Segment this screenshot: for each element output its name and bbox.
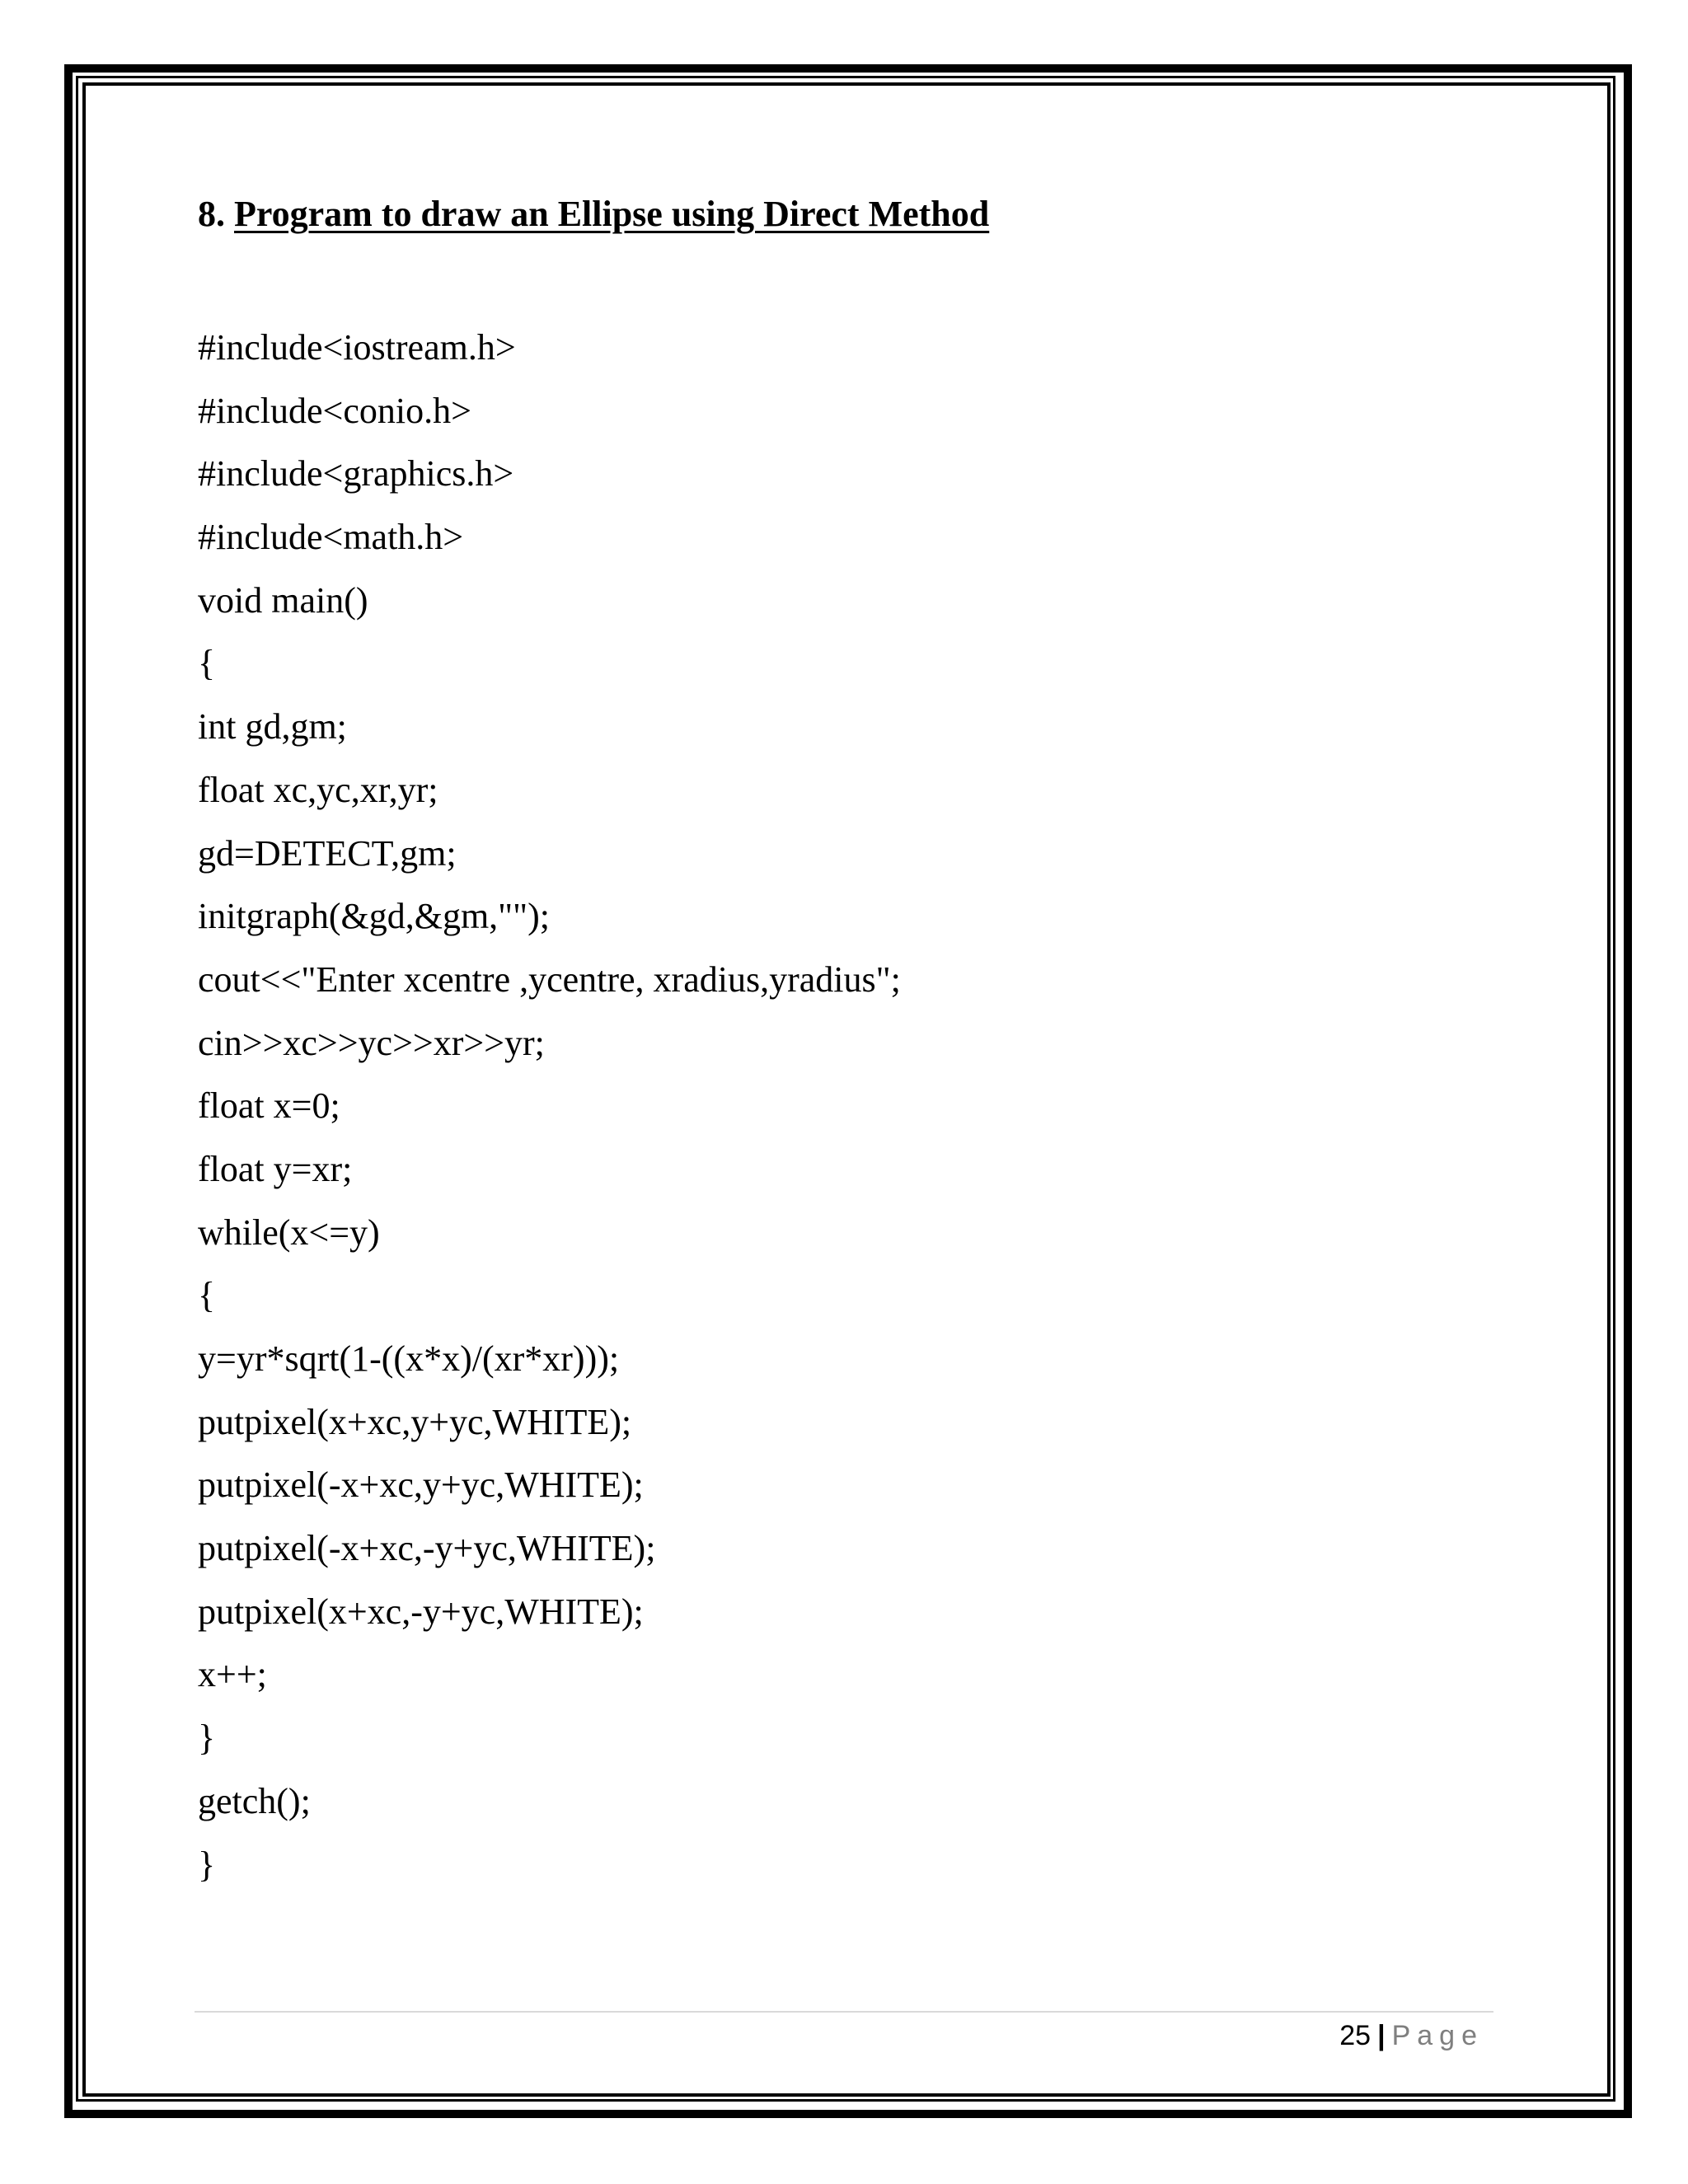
code-line: #include<iostream.h> xyxy=(198,327,516,368)
code-listing xyxy=(198,316,901,1896)
code-line: putpixel(x+xc,-y+yc,WHITE); xyxy=(198,1591,644,1632)
code-line: putpixel(x+xc,y+yc,WHITE); xyxy=(198,1401,632,1442)
code-line: cout<<"Enter xcentre ,ycentre, xradius,yradius"; xyxy=(198,958,901,1000)
code-line: void main() xyxy=(198,579,368,621)
code-line: while(x<=y) xyxy=(198,1212,380,1253)
code-line: gd=DETECT,gm; xyxy=(198,832,457,874)
section-title xyxy=(198,188,989,241)
code-line: y=yr*sqrt(1-((x*x)/(xr*xr))); xyxy=(198,1338,620,1379)
code-line: getch(); xyxy=(198,1780,311,1821)
code-line: { xyxy=(198,643,216,684)
page-footer xyxy=(1339,2016,1484,2055)
code-line: cin>>xc>>yc>>xr>>yr; xyxy=(198,1022,545,1063)
page-number: 25 xyxy=(1339,2020,1372,2051)
footer-separator: | xyxy=(1377,2020,1386,2051)
code-line: #include<conio.h> xyxy=(198,390,471,431)
code-line: float x=0; xyxy=(198,1085,340,1127)
code-line: initgraph(&gd,&gm,""); xyxy=(198,896,550,937)
code-line: int gd,gm; xyxy=(198,706,347,748)
section-title-text: Program to draw an Ellipse using Direct Method xyxy=(234,194,990,234)
page-label: Page xyxy=(1391,2020,1484,2051)
footer-divider xyxy=(195,2011,1493,2013)
code-line: } xyxy=(198,1718,216,1759)
section-title-number: 8. xyxy=(198,194,234,234)
code-line: } xyxy=(198,1844,216,1885)
code-line: putpixel(-x+xc,-y+yc,WHITE); xyxy=(198,1528,656,1569)
code-line: #include<math.h> xyxy=(198,517,464,558)
code-line: #include<graphics.h> xyxy=(198,453,514,494)
code-line: x++; xyxy=(198,1654,267,1695)
code-line: { xyxy=(198,1275,216,1316)
code-line: float xc,yc,xr,yr; xyxy=(198,769,438,810)
code-line: float y=xr; xyxy=(198,1148,353,1189)
code-line: putpixel(-x+xc,y+yc,WHITE); xyxy=(198,1465,644,1506)
